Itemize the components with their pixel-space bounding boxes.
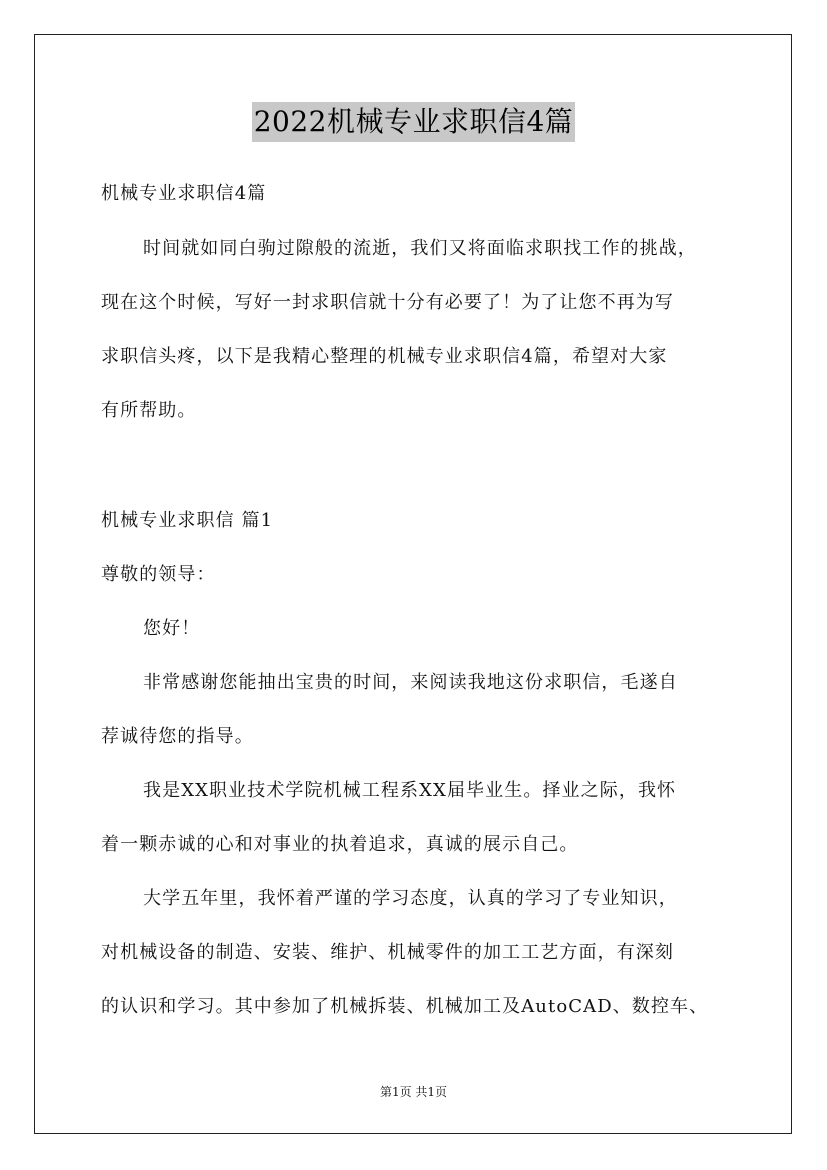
page-indicator: 第1页 共1页 [379,1085,448,1099]
salutation: 尊敬的领导： [101,564,216,585]
greeting: 您好！ [143,618,201,639]
body-line-5: 大学五年里，我怀着严谨的学习态度，认真的学习了专业知识， [143,888,678,909]
title-container [0,102,827,142]
intro-line-3: 求职信头疼，以下是我精心整理的机械专业求职信4篇，希望对大家 [101,346,668,367]
body-line-2: 荐诚待您的指导。 [101,726,254,747]
body-line-1: 非常感谢您能抽出宝贵的时间，来阅读我地这份求职信，毛遂自 [143,672,678,693]
intro-line-1: 时间就如同白驹过隙般的流逝，我们又将面临求职找工作的挑战， [143,238,697,259]
body-line-4: 着一颗赤诚的心和对事业的执着追求，真诚的展示自己。 [101,834,579,855]
body-line-3: 我是XX职业技术学院机械工程系XX届毕业生。择业之际，我怀 [143,780,677,801]
document-title: 2022机械专业求职信4篇 [252,102,576,142]
body-line-6: 对机械设备的制造、安装、维护、机械零件的加工工艺方面，有深刻 [101,942,674,963]
document-subtitle: 机械专业求职信4篇 [101,183,267,204]
intro-line-2: 现在这个时候，写好一封求职信就十分有必要了！为了让您不再为写 [101,292,674,313]
body-line-7: 的认识和学习。其中参加了机械拆装、机械加工及AutoCAD、数控车、 [101,996,709,1017]
section-heading: 机械专业求职信 篇1 [101,510,274,531]
intro-line-4: 有所帮助。 [101,400,197,421]
